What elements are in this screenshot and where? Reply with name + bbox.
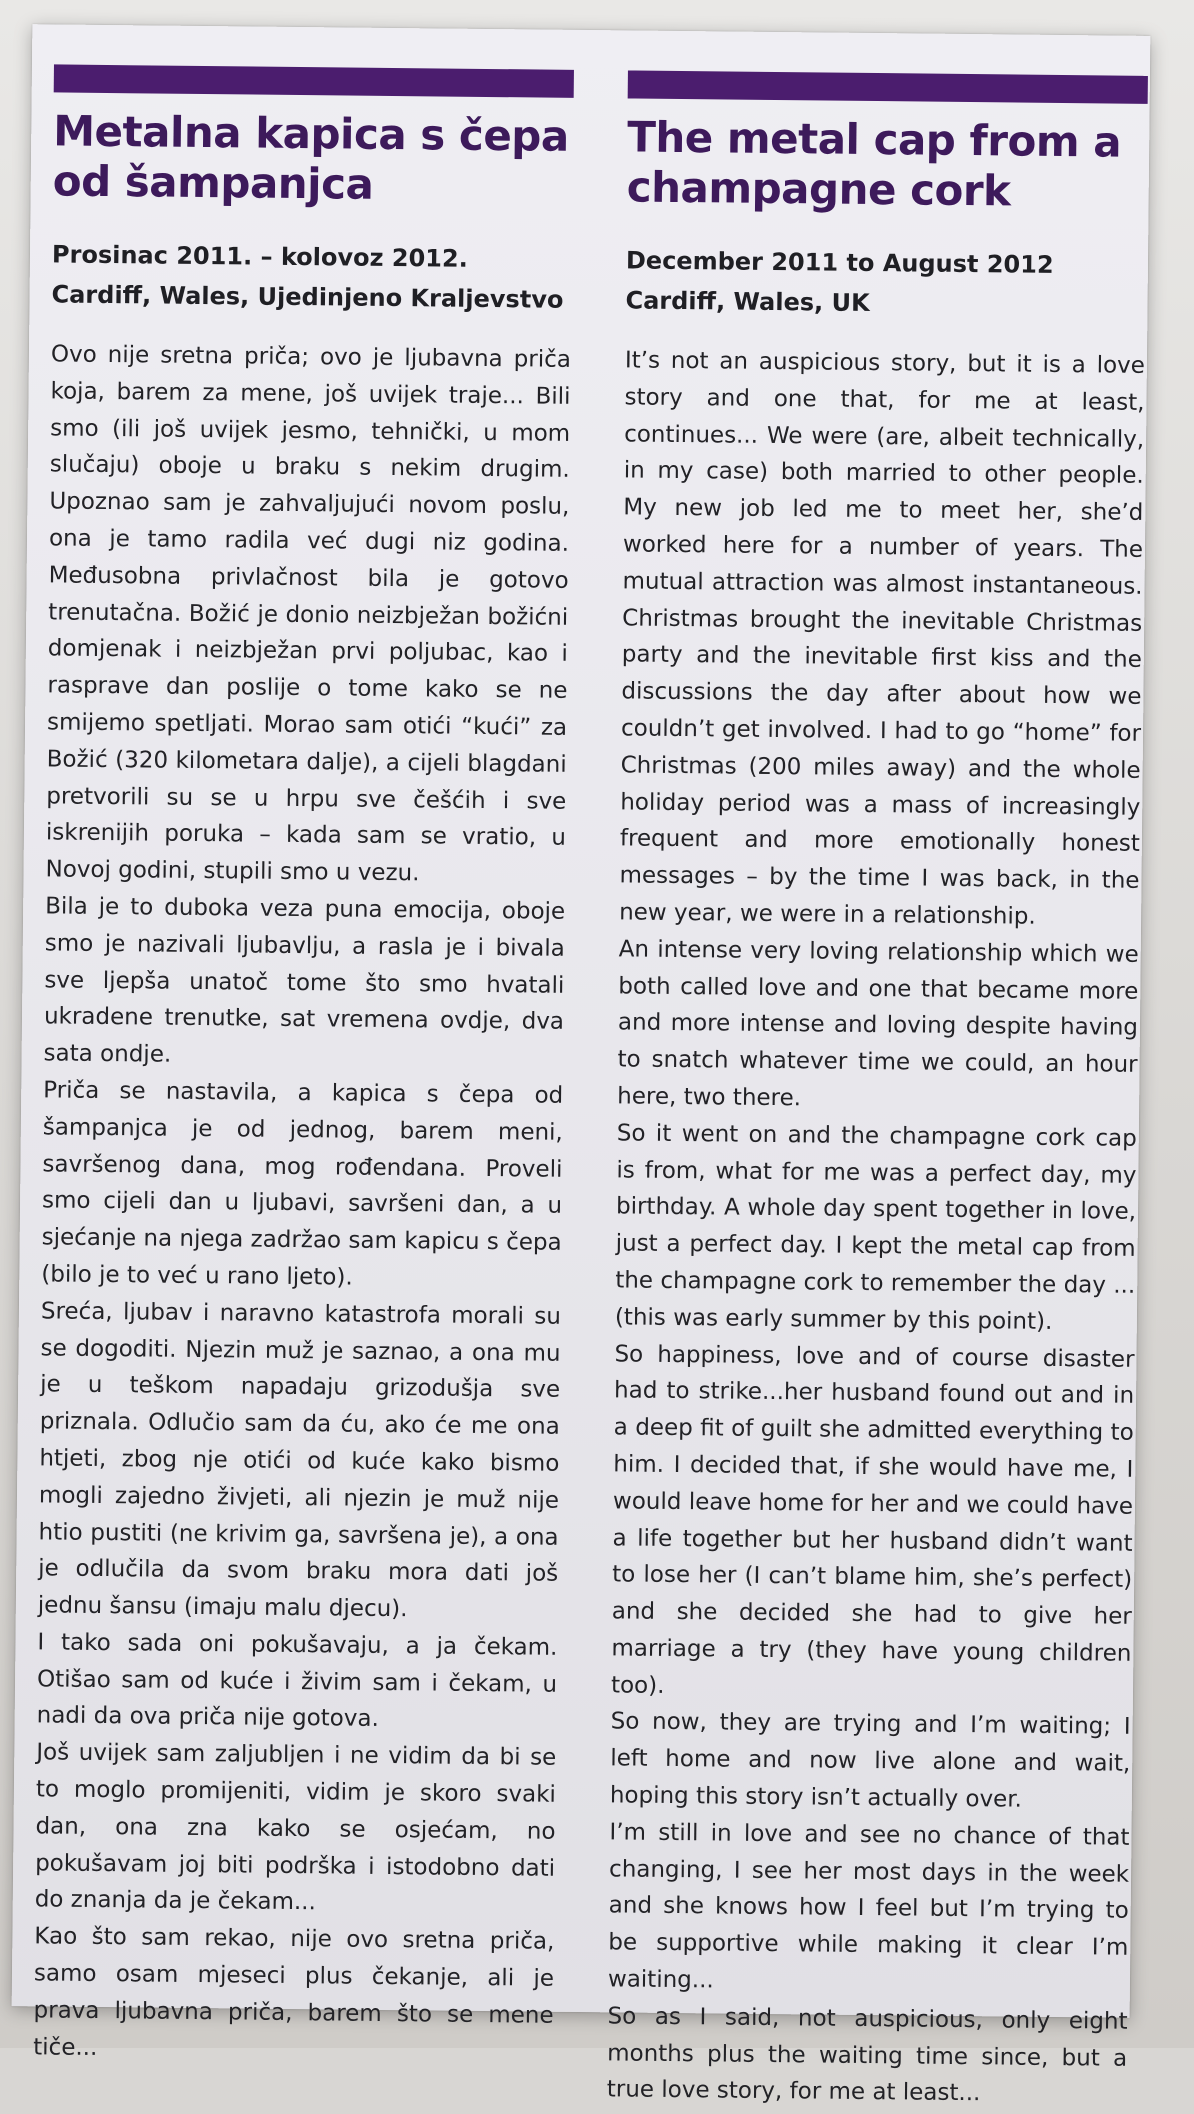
english-column xyxy=(607,70,1148,2114)
english-title: The metal cap from a champagne cork xyxy=(626,112,1122,216)
english-meta xyxy=(625,240,1146,325)
croatian-paragraph: Sreća, ljubav i naravno katastrofa morali su se dogoditi. Njezin muž je saznao, a ona mu je u teškom napadaju grizodušja sve priznala. Odlučio sam da ću, ako će me ona htjeti, zbog nje otići od kuće kako bismo mogli zajedno živjeti, ali njezin je muž nije htio pustiti (ne krivim ga, savršena je), a ona je odlučila da svom braku mora dati još jednu šansu (imaju malu djecu). xyxy=(37,1298,562,1623)
purple-header-bar xyxy=(628,70,1148,103)
english-paragraph: So now, they are trying and I’m waiting; I left home and now live alone and wait, hoping this story isn’t actually over. xyxy=(609,1708,1131,1813)
croatian-place: Cardiff, Wales, Ujedinjeno Kraljevstvo xyxy=(51,280,564,314)
croatian-column xyxy=(33,64,574,2071)
croatian-paragraph: Priča se nastavila, a kapica s čepa od šampanjca je od jednog, barem meni, savršenog dana, mog rođendana. Proveli smo cijeli dan u ljubavi, savršeni dan, a u sjećanje na njega zadržao sam kapicu s čepa (bilo je to već u rano ljeto). xyxy=(41,1077,564,1291)
croatian-paragraph: Bila je to duboka veza puna emocija, oboje smo je nazivali ljubavlju, a rasla je i bivala sve ljepša unatoč tome što smo hvatali ukradene trenutke, sat vremena ovdje, dva sata ondje. xyxy=(43,893,566,1068)
english-date: December 2011 to August 2012 xyxy=(625,246,1054,279)
croatian-meta xyxy=(51,234,572,319)
croatian-paragraph: Ovo nije sretna priča; ovo je ljubavna priča koja, barem za mene, još uvijek traje... Bili smo (ili još uvijek jesmo, tehnički, u mom slučaju) oboje u braku s nekim drugim. Upoznao sam je zahvaljujući novom poslu, ona je tamo radila već dugi niz godina. Međusobna privlačnost bila je gotovo trenutačna. Božić je donio neizbježan božićni domjenak i neizbježan prvi poljubac, kao i rasprave dan poslije o tome kako se ne smijemo spetljati. Morao sam otići “kući” za Božić (320 kilometara dalje), a cijeli blagdani pretvorili su se u hrpu sve češćih i sve iskrenijih poruka – kada sam se vratio, u Novoj godini, stupili smo u vezu. xyxy=(45,341,572,887)
croatian-date: Prosinac 2011. – kolovoz 2012. xyxy=(51,240,468,273)
english-paragraph: So as I said, not auspicious, only eight months plus the waiting time since, but a true love story, for me at least... xyxy=(606,2003,1128,2107)
english-story xyxy=(607,342,1145,2114)
english-paragraph: An intense very loving relationship which we both called love and one that became more and more intense and loving despite having to snatch whatever time we could, an hour here, two there. xyxy=(617,936,1139,1112)
english-paragraph: It’s not an auspicious story, but it is a love story and one that, for me at least, continues... We were (are, albeit technically, in my case) both married to other people. My new job led me to meet her, she’d worked here for a number of years. The mutual attraction was almost instantaneous. Christmas brought the inevitable Christmas party and the inevitable first kiss and the discussions the day after about how we couldn’t get involved. I had to go “home” for Christmas (200 miles away) and the whole holiday period was a mass of increasingly frequent and more emotionally honest messages – by the time I was back, in the new year, we were in a relationship. xyxy=(619,347,1146,930)
purple-header-bar xyxy=(54,64,574,97)
croatian-paragraph: Kao što sam rekao, nije ovo sretna priča, samo osam mjeseci plus čekanje, ali je prava ljubavna priča, barem što se mene tiče... xyxy=(33,1923,555,2061)
english-paragraph: So happiness, love and of course disaster had to strike...her husband found out and in a deep fit of guilt she admitted everything to him. I decided that, if she would have me, I would leave home for her and we could have a life together but her husband didn’t want to lose her (I can’t blame him, she’s perfect) and she decided she had to give her marriage a try (they have young children too). xyxy=(610,1340,1135,1699)
croatian-paragraph: Još uvijek sam zaljubljen i ne vidim da bi se to moglo promijeniti, vidim je skoro svaki dan, ona zna kako se osjećam, no pokušavam joj biti podrška i istodobno dati do znanja da je čekam... xyxy=(34,1739,557,1916)
croatian-title: Metalna kapica s čepa od šampanjca xyxy=(52,106,569,209)
english-paragraph: So it went on and the champagne cork cap is from, what for me was a perfect day, my birthday. A whole day spent together in love, just a perfect day. I kept the metal cap from the champagne cork to remember the day ... (this was early summer by this point). xyxy=(614,1120,1137,1335)
english-place: Cardiff, Wales, UK xyxy=(625,286,870,317)
exhibit-label-card xyxy=(12,24,1151,2107)
english-paragraph: I’m still in love and see no chance of that changing, I see her most days in the week and she knows how I feel but I’m trying to be supportive while making it clear I’m waiting... xyxy=(607,1819,1130,1994)
croatian-paragraph: I tako sada oni pokušavaju, a ja čekam. Otišao sam od kuće i živim sam i čekam, u nadi da ova priča nije gotova. xyxy=(36,1629,558,1733)
croatian-story xyxy=(33,336,571,2071)
